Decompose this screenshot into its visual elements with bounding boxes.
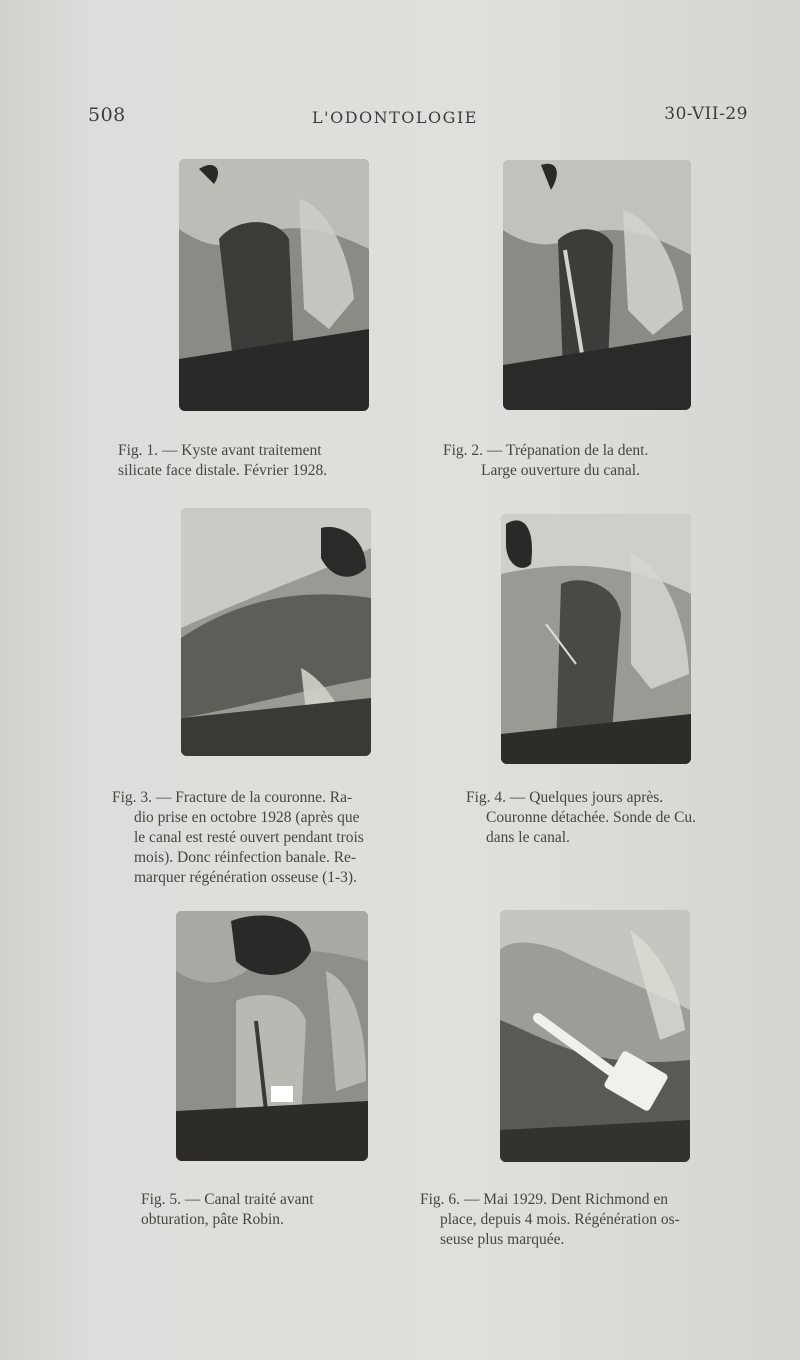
caption-line: Fig. 4. — Quelques jours après. <box>466 789 664 806</box>
caption-line: le canal est resté ouvert pendant trois <box>134 829 364 846</box>
caption-line: marquer régénération osseuse (1-3). <box>134 869 357 886</box>
caption-line: Couronne détachée. Sonde de Cu. <box>486 809 697 826</box>
caption-line: seuse plus marquée. <box>440 1231 565 1248</box>
issue-date: 30-VII-29 <box>664 104 748 124</box>
caption-line: Fig. 3. — Fracture de la couronne. Ra- <box>112 789 353 806</box>
radiograph-fig-4 <box>501 514 691 764</box>
caption-line: mois). Donc réinfection banale. Re- <box>134 849 357 866</box>
caption-line: Large ouverture du canal. <box>481 462 640 479</box>
caption-line: Fig. 5. — Canal traité avant <box>141 1191 314 1208</box>
caption-line: dans le canal. <box>486 829 570 846</box>
caption-fig-1 <box>118 441 428 481</box>
caption-fig-3 <box>112 788 432 888</box>
radiograph-fig-5 <box>176 911 368 1161</box>
caption-line: silicate face distale. Février 1928. <box>118 462 328 479</box>
caption-fig-2 <box>443 441 763 481</box>
radiograph-fig-6 <box>500 910 690 1162</box>
caption-line: dio prise en octobre 1928 (après que <box>134 809 360 826</box>
radiograph-fig-1 <box>179 159 369 411</box>
caption-line: Fig. 6. — Mai 1929. Dent Richmond en <box>420 1191 668 1208</box>
caption-fig-4 <box>466 788 786 848</box>
caption-line: place, depuis 4 mois. Régénération os- <box>440 1211 680 1228</box>
radiograph-fig-2 <box>503 160 691 410</box>
caption-line: Fig. 1. — Kyste avant traitement <box>118 442 322 459</box>
running-title: L'ODONTOLOGIE <box>312 108 478 127</box>
caption-line: obturation, pâte Robin. <box>141 1211 284 1228</box>
page-number: 508 <box>88 104 126 126</box>
caption-fig-6 <box>420 1190 770 1250</box>
caption-line: Fig. 2. — Trépanation de la dent. <box>443 442 649 459</box>
radiograph-fig-3 <box>181 508 371 756</box>
caption-fig-5 <box>141 1190 411 1230</box>
